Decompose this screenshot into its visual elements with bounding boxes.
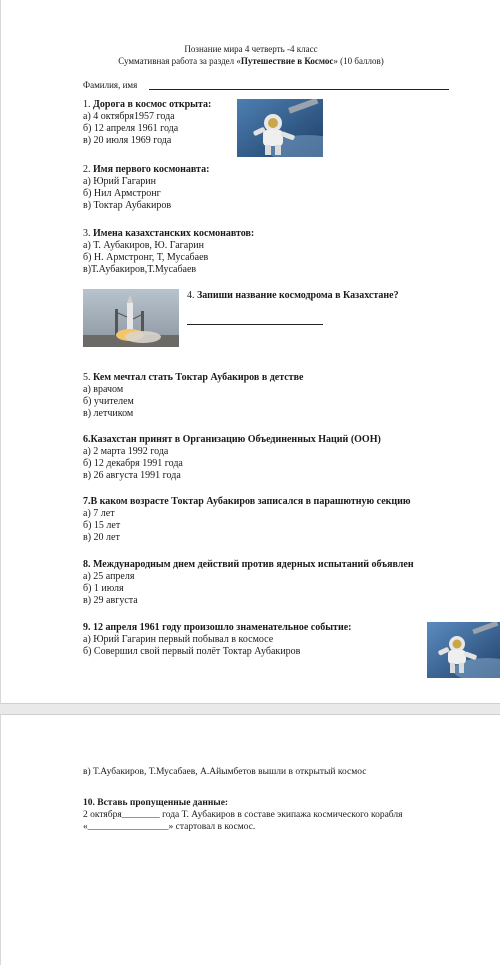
question-7: 7.В каком возрасте Токтар Аубакиров записался в парашютную секцию а) 7 лет б) 15 лет в) 20 лет <box>83 496 411 543</box>
q5-option-c[interactable]: в) летчиком <box>83 408 134 419</box>
q3-option-a[interactable]: а) Т. Аубакиров, Ю. Гагарин <box>83 240 204 251</box>
question-6: 6.Казахстан принят в Организацию Объединенных Наций (ООН) а) 2 марта 1992 года б) 12 декабря 1991 года в) 26 августа 1991 года <box>83 434 381 481</box>
q7-option-b[interactable]: б) 15 лет <box>83 520 121 531</box>
question-9: 9. 12 апреля 1961 году произошло знаменательное событие: а) Юрий Гагарин первый побывал в космосе б) Совершил свой первый полёт Токтар Аубакиров <box>83 622 352 657</box>
rocket-launch-image <box>83 289 179 347</box>
q1-option-a[interactable]: а) 4 октября1957 года <box>83 111 175 122</box>
header-line-1: Познание мира 4 четверть -4 класс <box>184 44 318 54</box>
header-line-2: Суммативная работа за раздел «Путешествие в Космос» (10 баллов) <box>118 56 384 66</box>
q2-option-b[interactable]: б) Нил Армстронг <box>83 188 161 199</box>
question-4: 4. Запиши название космодрома в Казахстане? <box>187 290 399 301</box>
q5-option-b[interactable]: б) учителем <box>83 396 134 407</box>
q10-line-2[interactable]: «_________________» стартовал в космос. <box>83 822 256 832</box>
q10-line-1[interactable]: 2 октября________ года Т. Аубакиров в составе экипажа космического корабля <box>83 810 403 820</box>
question-1: 1. Дорога в космос открыта: а) 4 октября1957 года б) 12 апреля 1961 года в) 20 июля 1969 года <box>83 99 212 146</box>
q6-option-b[interactable]: б) 12 декабря 1991 года <box>83 458 183 469</box>
q3-option-c[interactable]: в)Т.Аубакиров,Т.Мусабаев <box>83 264 197 275</box>
question-5: 5. Кем мечтал стать Токтар Аубакиров в детстве а) врачом б) учителем в) летчиком <box>83 372 304 419</box>
question-10: 10. Вставь пропущенные данные: 2 октября________ года Т. Аубакиров в составе экипажа космического корабля «_________________» стартовал в космос. <box>83 798 403 832</box>
name-field-line[interactable] <box>149 89 449 90</box>
q6-option-c[interactable]: в) 26 августа 1991 года <box>83 470 181 481</box>
q2-option-a[interactable]: а) Юрий Гагарин <box>83 176 156 187</box>
question-3: 3. Имена казахстанских космонавтов: а) Т. Аубакиров, Ю. Гагарин б) Н. Армстронг, Т, Мусабаев в)Т.Аубакиров,Т.Мусабаев <box>83 228 255 275</box>
question-8: 8. Международным днем действий против ядерных испытаний объявлен а) 25 апреля б) 1 июля в) 29 августа <box>83 559 414 606</box>
q4-answer-line[interactable] <box>187 324 323 325</box>
worksheet-page-2 <box>0 714 500 965</box>
q1-option-b[interactable]: б) 12 апреля 1961 года <box>83 123 179 134</box>
q9-option-b[interactable]: б) Совершил свой первый полёт Токтар Аубакиров <box>83 646 301 657</box>
q5-option-a[interactable]: а) врачом <box>83 384 124 395</box>
q2-option-c[interactable]: в) Токтар Аубакиров <box>83 200 172 211</box>
q9-option-c[interactable]: в) Т.Аубакиров, Т.Мусабаев, А.Айымбетов вышли в открытый космос <box>83 767 367 777</box>
q8-option-b[interactable]: б) 1 июля <box>83 583 124 594</box>
q8-option-c[interactable]: в) 29 августа <box>83 595 138 606</box>
astronaut-spacewalk-image <box>237 99 323 157</box>
q6-option-a[interactable]: а) 2 марта 1992 года <box>83 446 169 457</box>
q7-option-a[interactable]: а) 7 лет <box>83 508 115 519</box>
q9-option-a[interactable]: а) Юрий Гагарин первый побывал в космосе <box>83 634 274 645</box>
q8-option-a[interactable]: а) 25 апреля <box>83 571 135 582</box>
question-2: 2. Имя первого космонавта: а) Юрий Гагарин б) Нил Армстронг в) Токтар Аубакиров <box>83 164 210 211</box>
astronaut-spacewalk-image-2 <box>427 622 500 678</box>
name-field-label: Фамилия, имя <box>83 80 138 90</box>
q3-option-b[interactable]: б) Н. Армстронг, Т, Мусабаев <box>83 252 209 263</box>
q7-option-c[interactable]: в) 20 лет <box>83 532 120 543</box>
q1-option-c[interactable]: в) 20 июля 1969 года <box>83 135 172 146</box>
